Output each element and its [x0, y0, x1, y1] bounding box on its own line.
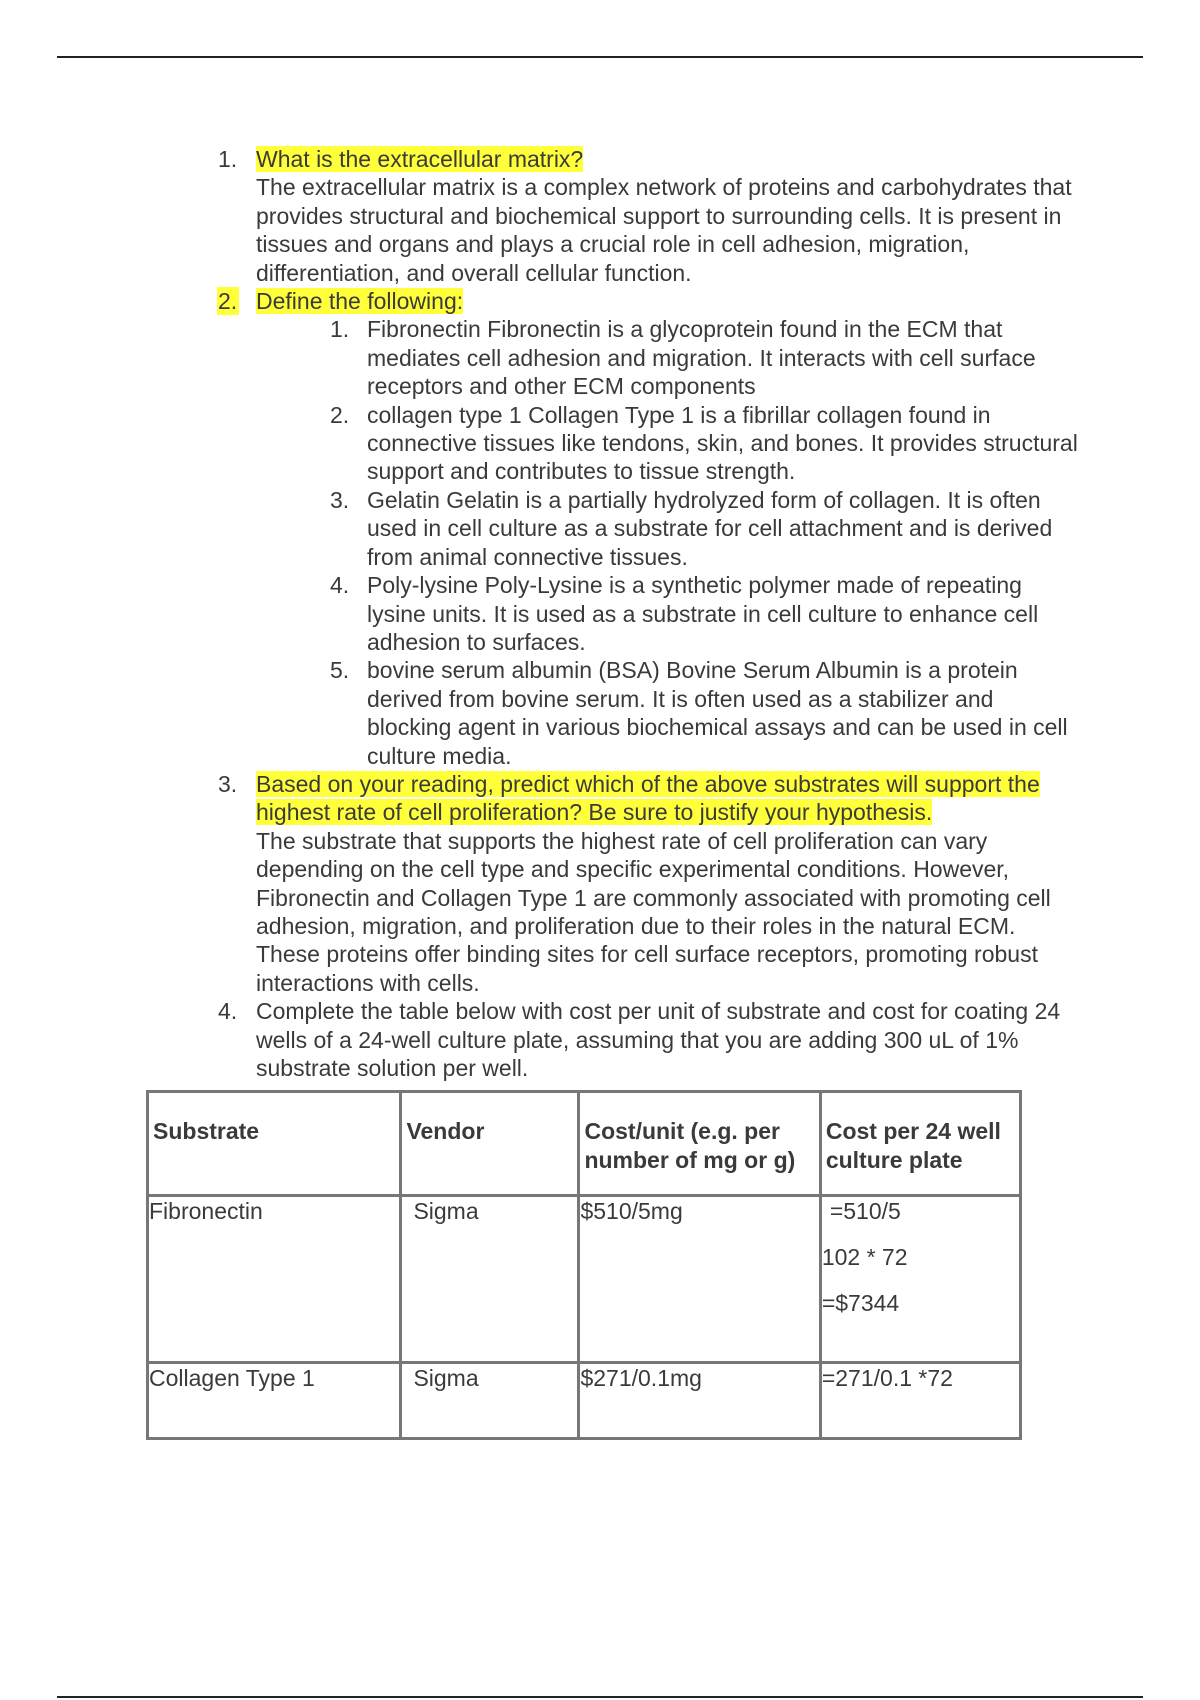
table-header-row — [148, 1092, 1021, 1196]
definition-number: 5. — [330, 657, 350, 684]
question-prompt: Based on your reading, predict which of the above substrates will support the highest rate of cell proliferation? Be sure to justify your hypothesis. — [256, 770, 1040, 826]
definition-text: Gelatin Gelatin is a partially hydrolyzed form of collagen. It is often used in cell culture as a substrate for cell attachment and is derived from animal connective tissues. — [367, 486, 1053, 570]
question-3 — [0, 770, 1082, 997]
definition-number: 3. — [330, 486, 350, 513]
cell-vendor: Sigma — [401, 1363, 579, 1439]
definition-text: collagen type 1 Collagen Type 1 is a fibrillar collagen found in connective tissues like tendons, skin, and bones. It provides structural support and contributes to tissue strength. — [367, 401, 1078, 485]
calc-line: =510/5 — [829, 1198, 901, 1224]
cell-cost-unit: $271/0.1mg — [579, 1363, 820, 1439]
question-answer: The extracellular matrix is a complex network of proteins and carbohydrates that provides structural and biochemical support to surrounding cells. It is present in tissues and organs and plays a crucial role in cell adhesion, migration, differentiation, and overall cellular function. — [256, 174, 1072, 286]
question-prompt: What is the extracellular matrix? — [256, 146, 584, 172]
table-row — [148, 1363, 1021, 1439]
definition-number: 1. — [330, 316, 350, 343]
question-number: 3. — [218, 770, 238, 797]
cell-vendor: Sigma — [401, 1196, 579, 1363]
header-substrate: Substrate — [148, 1092, 401, 1196]
cell-cost-unit: $510/5mg — [579, 1196, 820, 1363]
header-cost-plate: Cost per 24 well culture plate — [820, 1092, 1020, 1196]
definition-text: Poly-lysine Poly-Lysine is a synthetic polymer made of repeating lysine units. It is used as a substrate in cell culture to enhance cell adhesion to surfaces. — [367, 572, 1039, 655]
definition-item — [0, 486, 1082, 571]
cell-cost-plate: =271/0.1 *72 — [820, 1363, 1020, 1439]
question-2 — [0, 287, 1082, 315]
calc-line: 102 * 72 — [821, 1244, 908, 1270]
calc-line: =$7344 — [821, 1290, 900, 1316]
document-body — [0, 145, 1200, 1082]
question-number: 2. — [218, 288, 238, 315]
question-prompt: Complete the table below with cost per unit of substrate and cost for coating 24 wells of a 24-well culture plate, assuming that you are adding 300 uL of 1% substrate solution per well. — [256, 998, 1061, 1081]
header-cost-unit: Cost/unit (e.g. per number of mg or g) — [579, 1092, 820, 1196]
cell-cost-plate — [820, 1196, 1020, 1363]
question-number: 1. — [218, 146, 238, 172]
question-number: 4. — [218, 998, 238, 1025]
question-prompt: Define the following: — [256, 288, 464, 315]
question-answer: The substrate that supports the highest rate of cell proliferation can vary depending on the cell type and specific experimental conditions. However, Fibronectin and Collagen Type 1 are commonly associated with promoting cell adhesion, migration, and proliferation due to their roles in the natural ECM. These proteins offer binding sites for cell surface receptors, promoting robust interactions with cells. — [256, 827, 1051, 996]
table-row — [148, 1196, 1021, 1363]
definition-number: 2. — [330, 401, 350, 428]
definition-text: Fibronectin Fibronectin is a glycoprotein found in the ECM that mediates cell adhesion and migration. It interacts with cell surface receptors and other ECM components — [367, 316, 1036, 400]
definition-item — [0, 571, 1082, 656]
definition-text: bovine serum albumin (BSA) Bovine Serum Albumin is a protein derived from bovine serum. It is often used as a stabilizer and blocking agent in various biochemical assays and can be used in cell culture media. — [367, 657, 1068, 769]
cost-table — [146, 1090, 1022, 1440]
definition-item — [0, 401, 1082, 486]
header-vendor: Vendor — [401, 1092, 579, 1196]
question-4 — [0, 997, 1082, 1082]
cell-substrate: Fibronectin — [148, 1196, 401, 1363]
definition-number: 4. — [330, 572, 350, 599]
question-1 — [0, 145, 1082, 287]
bottom-rule — [57, 1696, 1143, 1698]
top-rule — [57, 56, 1143, 58]
definition-item — [0, 656, 1082, 770]
cell-substrate: Collagen Type 1 — [148, 1363, 401, 1439]
definition-item — [0, 315, 1082, 400]
